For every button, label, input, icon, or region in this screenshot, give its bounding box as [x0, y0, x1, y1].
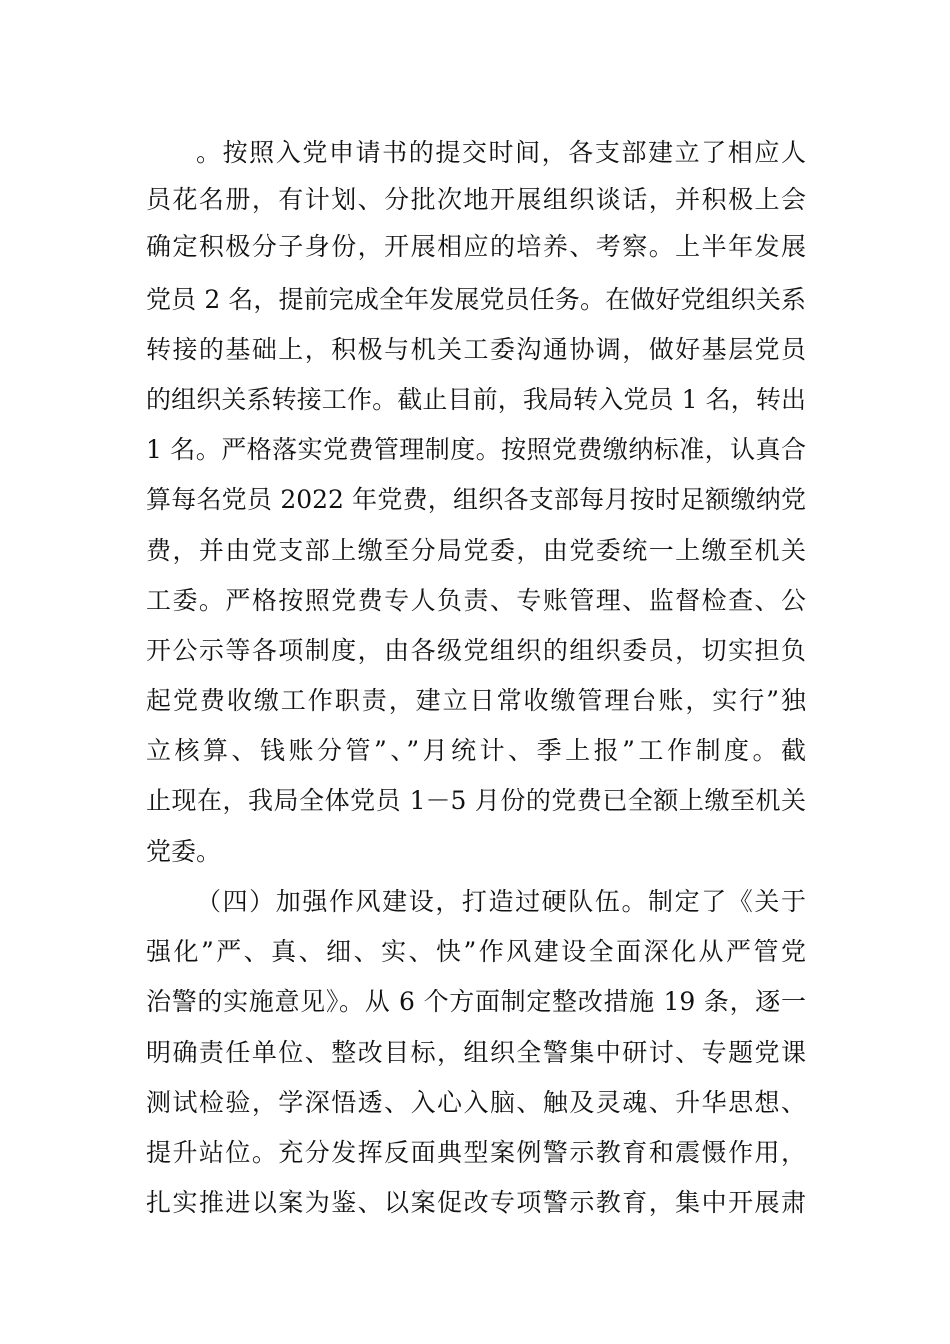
- text-line: 工委。严格按照党费专人负责、专账管理、监督检查、公: [146, 586, 806, 615]
- text-line: 党委。: [146, 837, 222, 866]
- text-line: 治警的实施意见》。从 6 个方面制定整改措施 19 条，逐一: [146, 987, 806, 1016]
- text-line: 党员 2 名，提前完成全年发展党员任务。在做好党组织关系: [146, 285, 806, 314]
- text-line: 提升站位。充分发挥反面典型案例警示教育和震慑作用，: [146, 1138, 806, 1167]
- text-line: 员花名册，有计划、分批次地开展组织谈话，并积极上会: [146, 185, 806, 214]
- text-line: 明确责任单位、整改目标，组织全警集中研讨、专题党课: [146, 1038, 806, 1067]
- text-line: 转接的基础上，积极与机关工委沟通协调，做好基层党员: [146, 335, 806, 364]
- text-line: 费，并由党支部上缴至分局党委，由党委统一上缴至机关: [146, 536, 806, 565]
- text-line: 1 名。严格落实党费管理制度。按照党费缴纳标准，认真合: [146, 435, 806, 464]
- text-line: 算每名党员 2022 年党费，组织各支部每月按时足额缴纳党: [146, 485, 806, 514]
- text-line: 扎实推进以案为鉴、以案促改专项警示教育，集中开展肃: [146, 1188, 806, 1217]
- text-line: 强化”严、真、细、实、快”作风建设全面深化从严管党: [146, 937, 806, 966]
- text-line: 的组织关系转接工作。截止目前，我局转入党员 1 名，转出: [146, 385, 806, 414]
- text-line: 起党费收缴工作职责，建立日常收缴管理台账，实行”独: [146, 686, 806, 715]
- text-line: 。按照入党申请书的提交时间，各支部建立了相应人: [196, 138, 806, 167]
- text-line: 测试检验，学深悟透、入心入脑、触及灵魂、升华思想、: [146, 1088, 806, 1117]
- text-line: 开公示等各项制度，由各级党组织的组织委员，切实担负: [146, 636, 806, 665]
- text-line: 止现在，我局全体党员 1－5 月份的党费已全额上缴至机关: [146, 786, 806, 815]
- section-heading-line: （四）加强作风建设，打造过硬队伍。制定了《关于: [196, 887, 806, 916]
- text-line: 立核算、钱账分管”、”月统计、季上报”工作制度。截: [146, 736, 806, 765]
- text-line: 确定积极分子身份，开展相应的培养、考察。上半年发展: [146, 232, 806, 261]
